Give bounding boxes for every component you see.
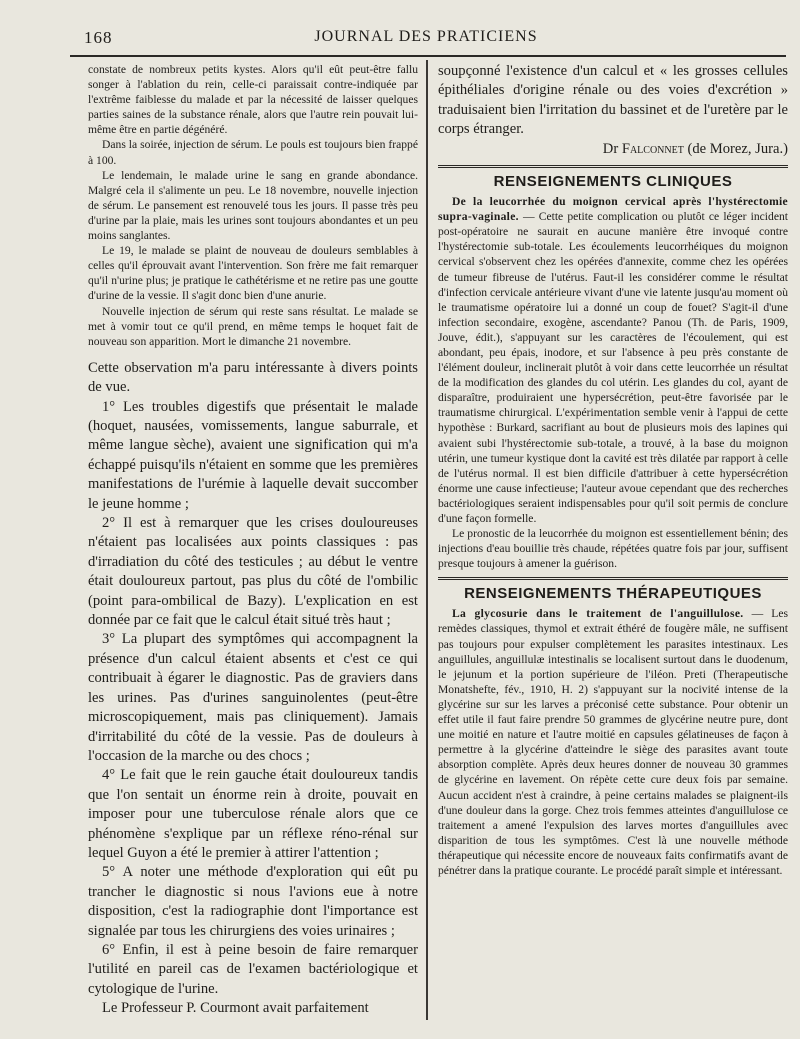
continuation-paragraph: soupçonné l'existence d'un calcul et « les grosses cellules épithéliales d'origine rénale ou des voies d'excrétion » traduisaient bien l'irritation du bassinet et de l'uretère par le corps étranger.: [438, 63, 788, 138]
small-paragraph: Le lendemain, le malade urine le sang en grande abondance. Malgré cela il s'alimente un peu. Le 18 novembre, nouvelle injection de sérum. Le pansement est renouvelé tous les jours. Il passe très peu d'urine par la plaie, mais les urines sont toujours abondantes et un peu moins sanglantes.: [88, 168, 418, 243]
left-column: [88, 62, 418, 1019]
observation-point-6: 6° Enfin, il est à peine besoin de faire remarquer l'utilité en pareil cas de l'examen bactériologique et cytologique de l'urine.: [88, 941, 418, 997]
observation-point-2: 2° Il est à remarquer que les crises douloureuses n'étaient pas localisées aux points classiques : pas d'irradiation du côté des testicules ; au début le ventre était douloureux partout, pas plus du côté de l'ombilic (point para-ombilical de Bazy). L'explication en est donnée par ce fait que le calcul était situé très haut ;: [88, 515, 418, 629]
observation-paragraph: Cette observation m'a paru intéressante à divers points de vue.: [88, 359, 418, 396]
signature-place: (de Morez, Jura.): [687, 140, 788, 157]
observation-point-4: 4° Le fait que le rein gauche était douloureux tandis que l'on sentait un énorme rein à droite, pouvait en imposer pour une tuberculose rénale alors que ce phénomène s'explique par un réflexe réno-rénal sur lequel Guyon a été le premier à attirer l'attention ;: [88, 767, 418, 861]
signature-prefix: Dr: [602, 140, 619, 157]
article-title: La glycosurie dans le traitement de l'anguillulose.: [452, 607, 744, 621]
section-heading-clinical: RENSEIGNEMENTS CLINIQUES: [493, 173, 733, 191]
author-signature: [438, 140, 788, 159]
small-paragraph: Le 19, le malade se plaint de nouveau de douleurs semblables à celles qu'il éprouvait avant l'intervention. Son frère me fait remarquer qu'il n'urine plus; je pratique le cathétérisme et ne retire pas une goutte d'urine de la vessie. Il s'agit donc bien d'une anurie.: [88, 244, 418, 303]
page-header: [70, 28, 782, 52]
article-text: — Les remèdes classiques, thymol et extrait éthéré de fougère mâle, ne suffisent pas toujours pour expulser complètement les parasites intestinaux. Les anguillules, anguillulæ intestinalis se localisent surtout dans le duodenum, le jejunum et la portion supérieure de l'iléon. Preti (Therapeutische Monatshefte, fév., 1910, H. 2) s'appuyant sur la nocivité intense de la glycérine sur sur les larves a préconisé cette substance. Pour obtenir un effet utile il faut faire prendre 50 grammes de glycérine neutre pure, dont une moitié en nature et l'autre moitié en capsules gélatineuses de façon à permettre à la glycérine d'atteindre le siège des parasites avant toute absorption complète. Après deux heures donner de nouveau 30 grammes de glycérine en lavement. On répète cette cure deux fois par semaine. Aucun accident n'est à craindre, à peine certains malades se plaignent-ils d'une douleur dans la gorge. Chez trois femmes atteintes d'anguillulose ce traitement a amené l'expulsion des larves mortes d'anguillules avec disparition de tous les symptômes. C'est là une nouvelle méthode thérapeutique qui nécessite encore de nouveaux faits confirmatifs avant de pénétrer dans la pratique courante. Le procédé paraît simple et intéressant.: [438, 607, 788, 877]
small-paragraph: Dans la soirée, injection de sérum. Le pouls est toujours bien frappé à 100.: [88, 138, 418, 167]
observation-closing: Le Professeur P. Courmont avait parfaitement: [102, 1000, 369, 1017]
article-title: De la leucorrhée du moignon cervical après l'hystérectomie supra-vaginale.: [438, 195, 788, 224]
signature-name: Falconnet: [621, 140, 684, 157]
observation-point-5: 5° A noter une méthode d'exploration qui eût pu trancher le diagnostic si nous l'avions eue à notre disposition, c'est la radiographie dont l'importance est signalée par tous les chirurgiens des voies urinaires ;: [88, 864, 418, 939]
page-number: 168: [84, 28, 113, 47]
therapeutic-article: [438, 606, 788, 878]
small-paragraph: Nouvelle injection de sérum qui reste sans résultat. Le malade se met à vomir tout ce qu'il prend, en même temps le hoquet fait de nouveau son apparition. Mort le dimanche 21 novembre.: [88, 304, 418, 348]
journal-title: JOURNAL DES PRATICIENS: [314, 28, 538, 45]
article-text: — Cette petite complication ou plutôt ce léger incident post-opératoire ne saurait en aucune manière être invoqué contre l'hystérectomie sub-totale. Les écoulements leucorrhéiques du moignon cervical s'observent chez les opérées d'annexite, comme chez les opérées de tumeur fibreuse de l'utérus. Faut-il les considérer comme le résultat d'infection cervicale antérieure vivant d'une vie latente jusqu'au moment où le traumatisme opératoire lui a donné un coup de fouet? S'agit-il d'une infection secondaire, exogène, ascendante? Panou (Th. de Paris, 1909, Jouve, édit.), s'appuyant sur les caractères de l'écoulement, qui est abondant, peu épais, inodore, et sur l'absence à peu près constante de l'élément douleur, inclinerait plutôt à voir dans cette leucorrhée un résultat de la modification des glandes du col utérin. Les glandes du col, ayant de disparaître, produiraient une hypersécrétion, peut-être favorisée par le traumatisme chirurgical. L'expérimentation semble venir à l'appui de cette hypothèse : Burkard, sacrifiant au bout de plusieurs mois des lapines qui avaient subi l'hystérectomie sub-totale, a trouvé, à la base du moignon utérin, une tumeur kystique dont la cavité est très dilatée par rapport à celle de l'utérus normal. Il est bien difficile d'attribuer à cette hypersécrétion énorme une cause infectieuse; l'auteur avoue cependant que des recherches bactériologiques seraient indispensables pour qu'il soit permis de conclure d'une façon formelle.: [438, 210, 788, 525]
column-divider: [426, 60, 428, 1020]
clinical-article: [438, 194, 788, 526]
small-paragraph: constate de nombreux petits kystes. Alors qu'il eût peut-être fallu songer à l'ablation du rein, celle-ci paraissait contre-indiquée par l'extrême faiblesse du malade et par la nécessité de laisser quelques parties saines de la substance rénale, alors que l'autre rein pouvait lui-même être en partie dégénéré.: [88, 63, 418, 137]
right-column: [438, 62, 788, 878]
section-heading-therapeutic: RENSEIGNEMENTS THÉRAPEUTIQUES: [464, 585, 762, 603]
clinical-paragraph: Le pronostic de la leucorrhée du moignon est essentiellement bénin; des injections d'eau bouillie très chaude, répétées quatre fois par jour, suffisent presque toujours à amener la guérison.: [438, 527, 788, 571]
observation-point-3: 3° La plupart des symptômes qui accompagnent la présence d'un calcul étaient absents et c'est ce qui contribuait à égarer le diagnostic. Pas de graviers dans les urines. Pas d'urines sanguinolentes (peut-être microscopiquement, mais pas cliniquement). Jamais d'irritabilité du côté de la vessie. Pas de douleurs à l'occasion de la marche ou des chocs ;: [88, 631, 418, 764]
header-rule: [70, 55, 786, 57]
observation-point-1: 1° Les troubles digestifs que présentait le malade (hoquet, nausées, vomissements, langue saburrale, et même langue sèche), avaient une signification qui m'a échappé puisqu'ils n'étaient en somme que les premières manifestations de l'urémie à laquelle devait succomber le jeune homme ;: [88, 398, 418, 512]
